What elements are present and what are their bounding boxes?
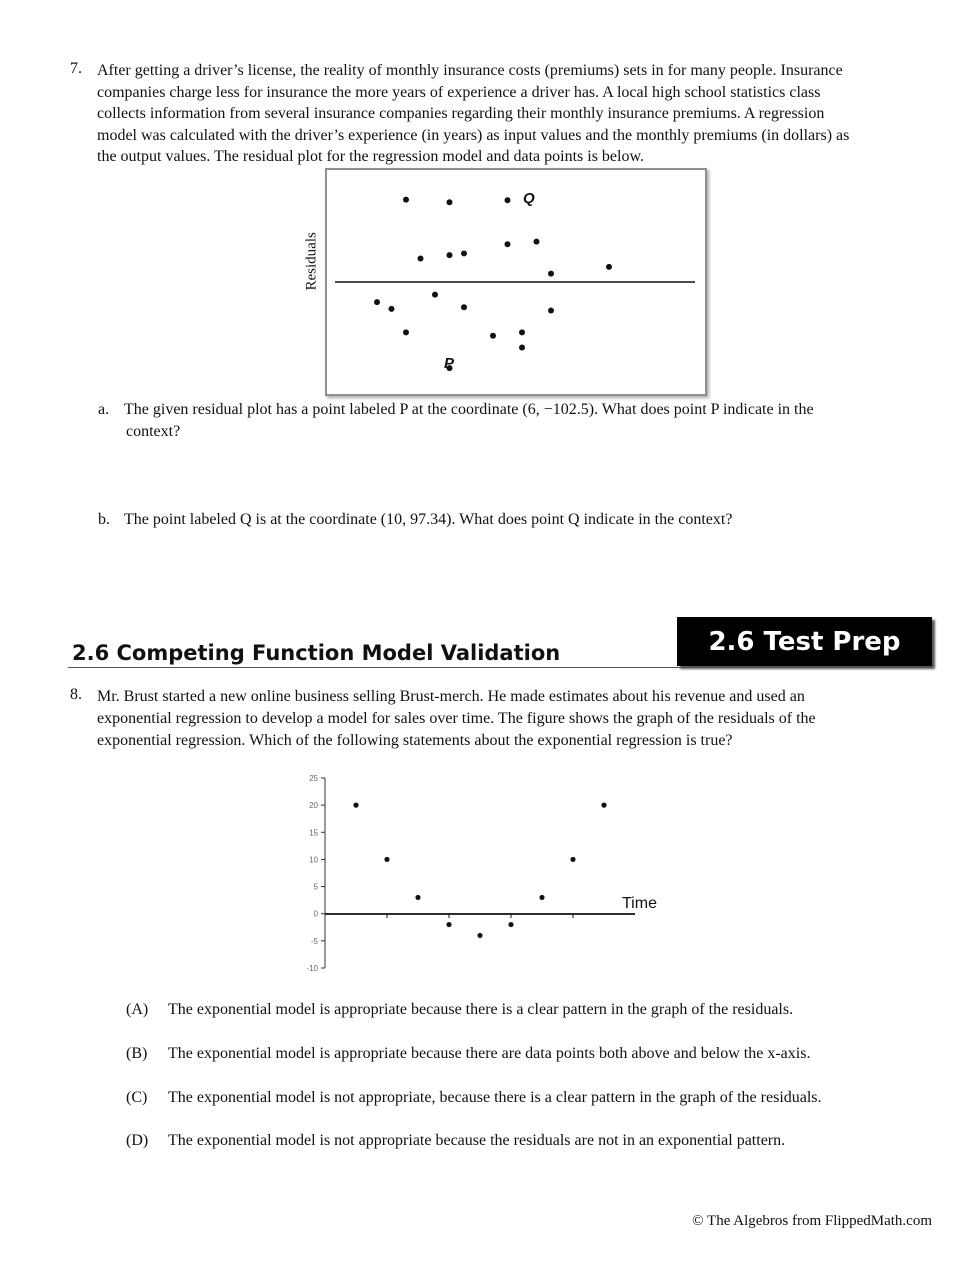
residual-point [461,250,467,256]
choice-a[interactable] [126,1001,926,1019]
choice-b-text: The exponential model is appropriate because there are data points both above and below the x-axis. [168,1045,811,1062]
q7b-line-1: The point labeled Q is at the coordinate (10, 97.34). What does point Q indicate in the context? [124,511,733,528]
residual-point [461,304,467,310]
choice-c-text: The exponential model is not appropriate, because there is a clear pattern in the graph of the residuals. [168,1089,822,1106]
choice-a-text: The exponential model is appropriate because there is a clear pattern in the graph of the residuals. [168,1001,794,1018]
choice-a-letter: (A) [126,1001,149,1018]
q8-number: 8. [70,686,82,703]
q7a-line-2: context? [126,423,181,440]
y-tick-label: -5 [310,936,318,946]
residual-point [415,895,420,900]
y-tick-label: 5 [313,882,318,892]
choice-d-text: The exponential model is not appropriate because the residuals are not in an exponential pattern. [168,1132,786,1149]
footer-copyright: © The Algebros from FlippedMath.com [692,1213,932,1229]
residual-point [447,199,453,205]
residual-point [606,264,612,270]
residual-point [519,345,525,351]
residual-point [389,306,395,312]
q7-line-4: model was calculated with the driver’s experience (in years) as input values and the monthly premiums (in dollars) as [97,126,850,144]
x-axis-label-time: Time [622,895,657,912]
section-title: 2.6 Competing Function Model Validation [72,641,561,665]
y-tick-label: 10 [309,855,318,865]
residual-point [519,329,525,335]
residual-point [403,197,409,203]
choice-b-letter: (B) [126,1045,148,1062]
y-tick-label: 25 [309,774,318,783]
residual-point [384,857,389,862]
point-label-Q: Q [523,190,535,207]
q7-line-3: collects information from several insurance companies regarding their monthly insurance premiums. A regression [97,105,825,123]
residual-point [477,933,482,938]
choice-c[interactable] [126,1089,926,1107]
y-tick-label: -10 [306,964,318,973]
q7b-letter: b. [98,511,110,528]
y-tick-label: 20 [309,801,318,811]
q7-line-2: companies charge less for insurance the more years of experience a driver has. A local high school statistics class [97,83,821,101]
q8-line-3: exponential regression. Which of the following statements about the exponential regression is true? [97,732,733,749]
residual-point [548,271,554,277]
residual-point [505,241,511,247]
residuals-axis-label: Residuals [303,232,320,291]
residual-point [374,299,380,305]
residual-point [353,803,358,808]
q7a-line-1: The given residual plot has a point labeled P at the coordinate (6, −102.5). What does point P indicate in the [124,401,814,418]
residual-point [601,803,606,808]
section-divider [68,667,932,668]
residual-point [539,895,544,900]
residual-point-Q [505,197,511,203]
residual-point [548,308,554,314]
residual-point [446,922,451,927]
choice-c-letter: (C) [126,1089,148,1106]
q7a-letter: a. [98,401,110,418]
q7-line-5: the output values. The residual plot for the regression model and data points is below. [97,148,644,166]
point-label-P: P [444,355,455,372]
choice-d-letter: (D) [126,1132,149,1149]
residual-plot-frame [325,168,707,396]
choice-d[interactable] [126,1132,926,1150]
q7-number: 7. [70,60,82,77]
test-prep-badge: 2.6 Test Prep [677,617,932,666]
q8-line-2: exponential regression to develop a model for sales over time. The figure shows the graph of the residuals of the [97,710,816,727]
y-tick-label: 15 [309,828,318,838]
residual-point [490,333,496,339]
y-tick-label: 0 [313,909,318,919]
choice-b[interactable] [126,1045,926,1063]
residual-plot-q7 [327,170,705,394]
q8-line-1: Mr. Brust started a new online business selling Brust-merch. He made estimates about his revenue and used an [97,688,805,705]
residual-point [570,857,575,862]
residual-point [403,329,409,335]
residual-plot-q8 [290,768,690,978]
q7-line-1: After getting a driver’s license, the reality of monthly insurance costs (premiums) sets in for many people. Insurance [97,62,843,79]
residual-point [418,255,424,261]
residual-point [508,922,513,927]
residual-point [534,239,540,245]
residual-point [447,252,453,258]
residual-point [432,292,438,298]
